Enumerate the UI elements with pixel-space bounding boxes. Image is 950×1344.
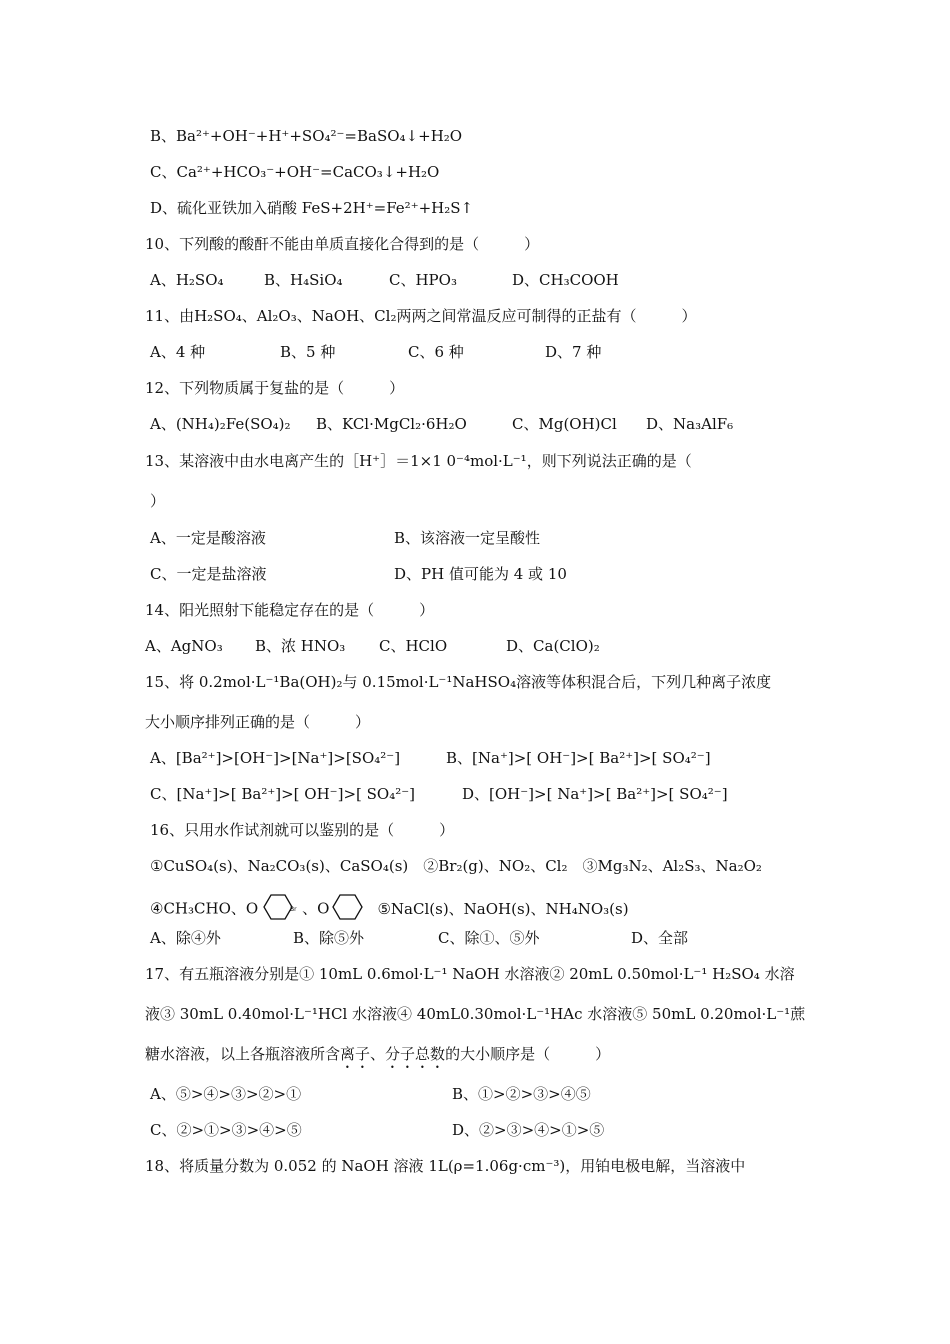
- q17-option-c: C、②>①>③>④>⑤: [150, 1121, 302, 1139]
- q11-stem: 11、由H₂SO₄、Al₂O₃、NaOH、Cl₂两两之间常温反应可制得的正盐有（ ）: [145, 307, 697, 325]
- q17-emphasis-ions: 离子: [340, 1045, 371, 1063]
- q12-stem: 12、下列物质属于复盐的是（ ）: [145, 379, 405, 397]
- q14-option-d: D、Ca(ClO)₂: [506, 637, 600, 655]
- q16-group2-suffix: ⑤NaCl(s)、NaOH(s)、NH₄NO₃(s): [377, 899, 629, 918]
- q10-option-c: C、HPO₃: [389, 271, 457, 289]
- q10-stem: 10、下列酸的酸酐不能由单质直接化合得到的是（ ）: [145, 235, 540, 253]
- q17-stem3-pre: 糖水溶液，以上各瓶溶液所含: [145, 1045, 341, 1063]
- q17-stem-line2: 液③ 30mL 0.40mol·L⁻¹HCl 水溶液④ 40mL0.30mol·L⁻¹HAc 水溶液⑤ 50mL 0.20mol·L⁻¹蔗: [145, 1005, 806, 1023]
- q15-option-d: D、[OH⁻]>[ Na⁺]>[ Ba²⁺]>[ SO₄²⁻]: [462, 785, 728, 803]
- q17-stem3-post: 的大小顺序是（ ）: [445, 1045, 611, 1063]
- q16-group2-prefix: ④CH₃CHO、O: [150, 899, 259, 918]
- q12-option-a: A、(NH₄)₂Fe(SO₄)₂: [150, 415, 291, 433]
- q17-stem-line3: [145, 1044, 610, 1072]
- q16-options: [150, 928, 688, 948]
- q17-stem3-sep: 、: [370, 1045, 386, 1063]
- q14-option-a: A、AgNO₃: [145, 637, 223, 655]
- q13-stem: 13、某溶液中由水电离产生的［H⁺］＝1×1 0⁻⁴mol·L⁻¹，则下列说法正确的是（: [145, 452, 692, 470]
- q13-option-d: D、PH 值可能为 4 或 10: [394, 565, 567, 583]
- q15-stem: 15、将 0.2mol·L⁻¹Ba(OH)₂与 0.15mol·L⁻¹NaHSO₄溶液等体积混合后，下列几种离子浓度: [145, 673, 772, 691]
- q14-stem: 14、阳光照射下能稳定存在的是（ ）: [145, 601, 435, 619]
- q15-options-row1: [150, 748, 711, 768]
- q13-options-row1: [150, 528, 540, 548]
- q16-group2-mid: 、O: [302, 899, 330, 918]
- q13-options-row2: [150, 564, 567, 584]
- q13-option-a: A、一定是酸溶液: [150, 529, 266, 547]
- q15-stem-cont: 大小顺序排列正确的是（ ）: [145, 713, 371, 731]
- q16-option-a: A、除④外: [150, 929, 221, 947]
- q16-stem: 16、只用水作试剂就可以鉴别的是（ ）: [150, 821, 455, 839]
- q13-option-c: C、一定是盐溶液: [150, 565, 267, 583]
- q17-options-row2: [150, 1120, 604, 1140]
- q10-options: [150, 270, 619, 290]
- q17-option-b: B、①>②>③>④⑤: [452, 1085, 591, 1103]
- q16-option-d: D、全部: [631, 929, 689, 947]
- q17-stem-line1: 17、有五瓶溶液分别是① 10mL 0.6mol·L⁻¹ NaOH 水溶液② 20mL 0.50mol·L⁻¹ H₂SO₄ 水溶: [145, 965, 795, 983]
- q14-options: [145, 636, 600, 656]
- q14-option-c: C、HClO: [379, 637, 448, 655]
- q9-option-d: D、硫化亚铁加入硝酸 FeS+2H⁺=Fe²⁺+H₂S↑: [150, 199, 474, 217]
- q15-option-a: A、[Ba²⁺]>[OH⁻]>[Na⁺]>[SO₄²⁻]: [150, 749, 401, 767]
- q13-option-b: B、该溶液一定呈酸性: [394, 529, 541, 547]
- q10-option-d: D、CH₃COOH: [512, 271, 619, 289]
- q17-option-a: A、⑤>④>③>②>①: [150, 1085, 302, 1103]
- bromocyclohexane-structure: [258, 892, 302, 927]
- q11-option-b: B、5 种: [280, 343, 336, 361]
- q14-option-b: B、浓 HNO₃: [255, 637, 346, 655]
- q9-option-c: C、Ca²⁺+HCO₃⁻+OH⁻=CaCO₃↓+H₂O: [150, 163, 440, 181]
- q17-option-d: D、②>③>④>①>⑤: [452, 1121, 605, 1139]
- q11-option-a: A、4 种: [150, 343, 206, 361]
- q15-option-b: B、[Na⁺]>[ OH⁻]>[ Ba²⁺]>[ SO₄²⁻]: [446, 749, 711, 767]
- q18-stem: 18、将质量分数为 0.052 的 NaOH 溶液 1L(ρ=1.06g·cm⁻³)，用铂电极电解，当溶液中: [145, 1157, 746, 1175]
- q12-option-d: D、Na₃AlF₆: [646, 415, 734, 433]
- cyclohexane-structure: [329, 892, 369, 927]
- q11-option-c: C、6 种: [408, 343, 464, 361]
- q15-option-c: C、[Na⁺]>[ Ba²⁺]>[ OH⁻]>[ SO₄²⁻]: [150, 785, 415, 803]
- q9-option-b: B、Ba²⁺+OH⁻+H⁺+SO₄²⁻=BaSO₄↓+H₂O: [150, 127, 463, 145]
- q17-emphasis-molecules: 分子总数: [385, 1045, 446, 1063]
- q12-option-c: C、Mg(OH)Cl: [512, 415, 617, 433]
- q17-options-row1: [150, 1084, 591, 1104]
- q11-option-d: D、7 种: [545, 343, 602, 361]
- q16-group2: [150, 892, 629, 927]
- q15-options-row2: [150, 784, 728, 804]
- q11-options: [150, 342, 601, 362]
- bromo-label: Br: [290, 906, 297, 913]
- q16-option-c: C、除①、⑤外: [438, 929, 540, 947]
- q13-stem-cont: ）: [150, 492, 166, 510]
- q12-options: [150, 414, 733, 434]
- q12-option-b: B、KCl·MgCl₂·6H₂O: [316, 415, 467, 433]
- q10-option-a: A、H₂SO₄: [150, 271, 224, 289]
- q16-group1: ①CuSO₄(s)、Na₂CO₃(s)、CaSO₄(s) ②Br₂(g)、NO₂、Cl₂ ③Mg₃N₂、Al₂S₃、Na₂O₂: [150, 857, 762, 875]
- q10-option-b: B、H₄SiO₄: [264, 271, 343, 289]
- q16-option-b: B、除⑤外: [293, 929, 365, 947]
